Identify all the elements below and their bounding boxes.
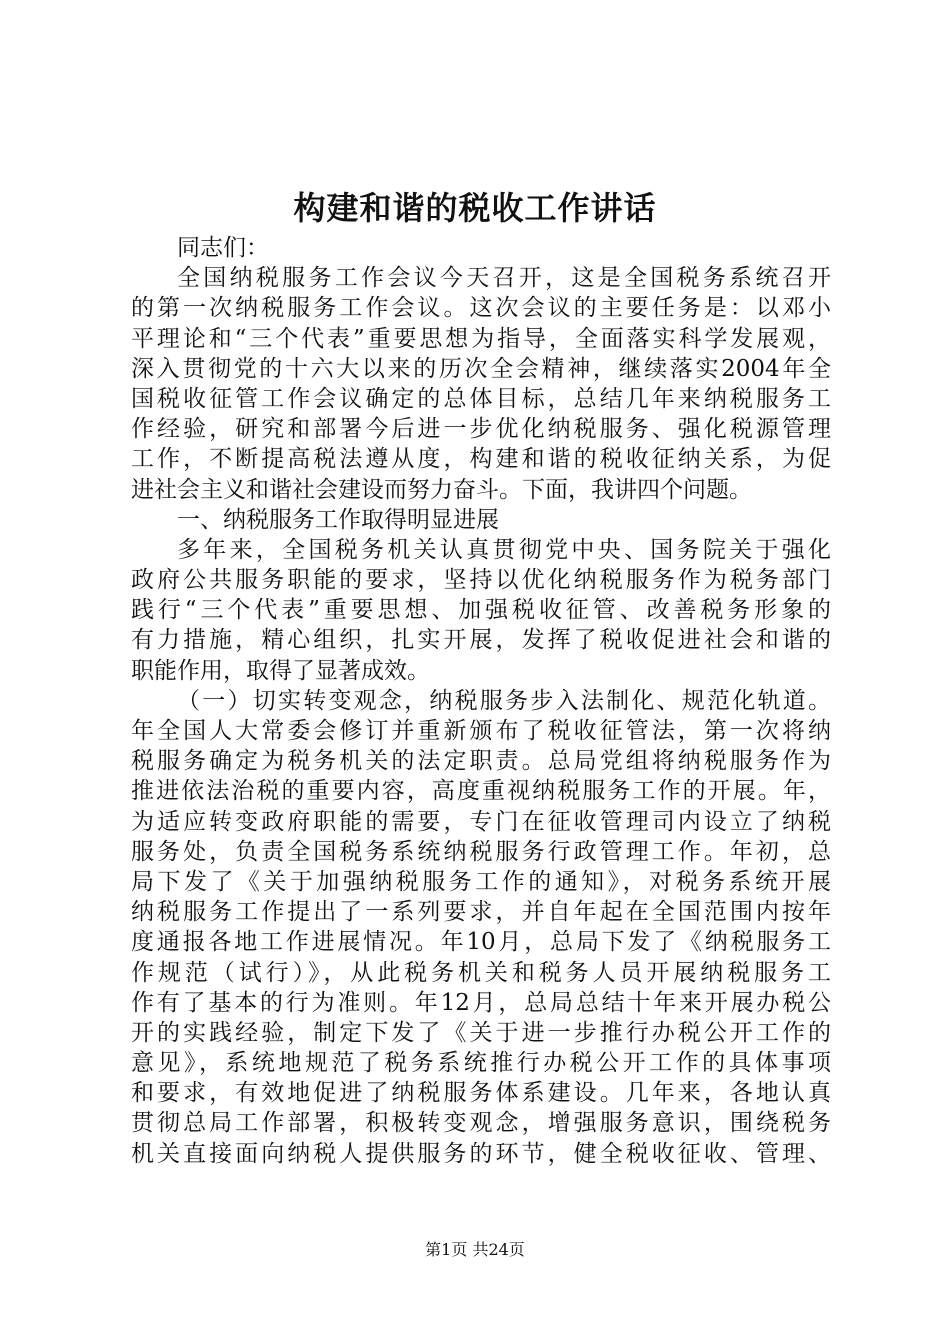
section-heading: 一、纳税服务工作取得明显进展 [177,506,499,533]
body-line: 多年来，全国税务机关认真贯彻党中央、国务院关于强化 [177,536,831,563]
body-line: 和要求，有效地促进了纳税服务体系建设。几年来，各地认真 [131,1080,831,1107]
salutation-line: 同志们： [177,235,269,261]
body-line: 机关直接面向纳税人提供服务的环节，健全税收征收、管理、 [131,1140,831,1167]
body-line: 税服务确定为税务机关的法定职责。总局党组将纳税服务作为 [131,748,831,775]
body-line: 度通报各地工作进展情况。年10月，总局下发了《纳税服务工 [131,929,831,956]
body-line: 局下发了《关于加强纳税服务工作的通知》，对税务系统开展 [131,868,831,895]
body-line: 平理论和“三个代表”重要思想为指导，全面落实科学发展观， [131,325,831,352]
body-line: 有力措施，精心组织，扎实开展，发挥了税收促进社会和谐的 [131,627,831,654]
body-line: 年全国人大常委会修订并重新颁布了税收征管法，第一次将纳 [131,718,831,744]
body-line: 贯彻总局工作部署，积极转变观念，增强服务意识，围绕税务 [131,1110,831,1137]
body-line: 纳税服务工作提出了一系列要求，并自年起在全国范围内按年 [131,899,831,926]
document-body [131,233,831,1169]
page-number: 第1页 共24页 [425,1240,525,1259]
body-line: 国税收征管工作会议确定的总体目标，总结几年来纳税服务工 [131,385,831,412]
body-line: 推进依法治税的重要内容，高度重视纳税服务工作的开展。年， [131,778,831,805]
body-line: 作经验，研究和部署今后进一步优化纳税服务、强化税源管理 [131,416,831,443]
body-line: 全国纳税服务工作会议今天召开，这是全国税务系统召开 [177,265,831,292]
body-line: 服务处，负责全国税务系统纳税服务行政管理工作。年初，总 [131,838,831,865]
body-line: 的第一次纳税服务工作会议。这次会议的主要任务是：以邓小 [131,295,831,322]
document-title: 构建和谐的税收工作讲话 [293,189,657,227]
subsection-line: （一）切实转变观念，纳税服务步入法制化、规范化轨道。 [177,687,831,714]
body-line: 工作，不断提高税法遵从度，构建和谐的税收征纳关系，为促 [131,446,831,473]
body-line: 意见》，系统地规范了税务系统推行办税公开工作的具体事项 [131,1050,831,1077]
body-line: 政府公共服务职能的要求，坚持以优化纳税服务作为税务部门 [131,567,831,594]
body-line: 作规范（试行）》，从此税务机关和税务人员开展纳税服务工 [131,959,831,986]
body-line: 职能作用，取得了显著成效。 [131,657,430,684]
body-line: 践行“三个代表”重要思想、加强税收征管、改善税务形象的 [131,597,831,624]
body-line: 开的实践经验，制定下发了《关于进一步推行办税公开工作的 [131,1019,831,1046]
body-line: 为适应转变政府职能的需要，专门在征收管理司内设立了纳税 [131,808,831,835]
body-line: 进社会主义和谐社会建设而努力奋斗。下面，我讲四个问题。 [131,476,752,503]
body-line: 深入贯彻党的十六大以来的历次全会精神，继续落实2004年全 [131,355,831,382]
body-line: 作有了基本的行为准则。年12月，总局总结十年来开展办税公 [131,989,831,1016]
